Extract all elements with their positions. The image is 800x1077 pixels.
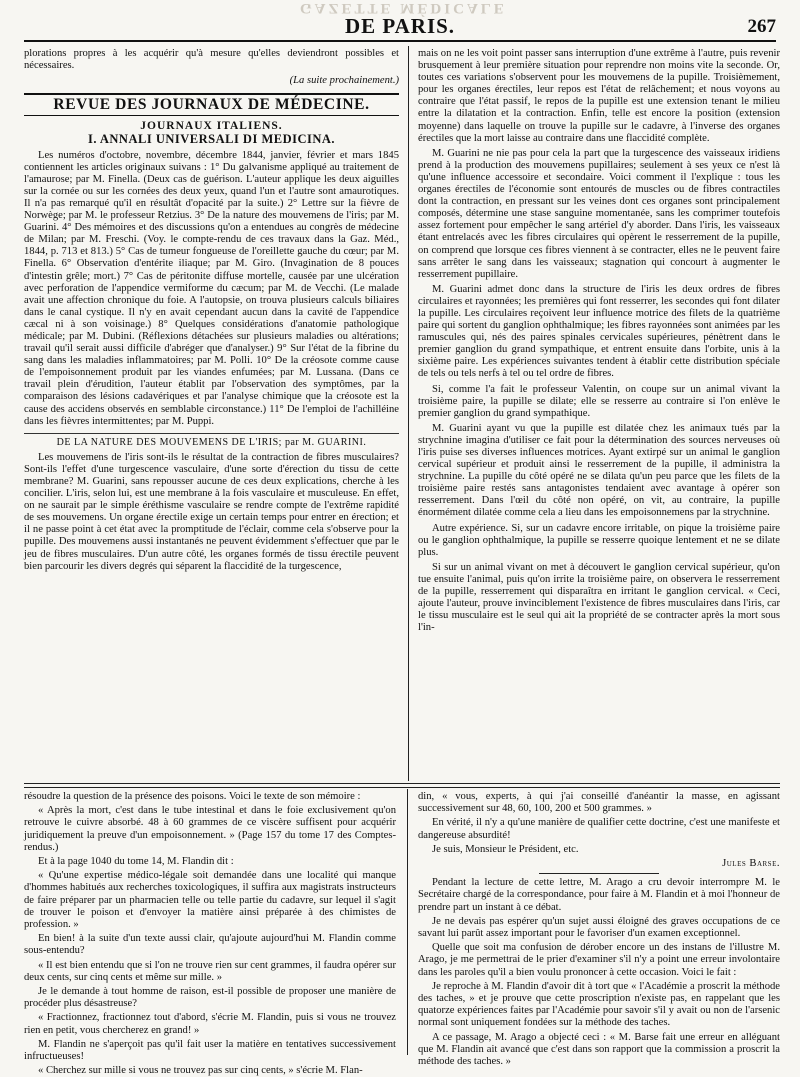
article-list-paragraph: Les numéros d'octobre, novembre, décembre 1844, janvier, février et mars 1845 contiennent les articles originaux suivans : 1° Du galvanisme appliqué au traitement de l'amaurose; par M. Finella. (Deux cas de guérison. L'auteur applique les deux aiguilles sur la cornée ou sur les cornées des deux yeux, quand l'un et l'autre sont amaurotiques. Il n'a pas remarqué qu'il en résultât d'opacité par la suite.) 2° Lettre sur la fièvre de Norwège; par M. le professeur Retzius. 3° De la nature des mouvemens de l'iris; par M. Guarini. 4° Des mémoires et des discussions qu'on a entendues au congrès de médecine de Milan; par M. Freschi. (Voy. le compte-rendu de ces travaux dans la Gaz. Méd., 1844, p. 713 et 813.) 5° Cas de tumeur fongueuse de l'oreillette gauche du cœur; par M. Finella. 6° Observation d'entérite iliaque; par M. Giro. (Invagination de 8 pouces d'intestin grêle; mort.) 7° Cas de péritonite diffuse mortelle, causée par une ulcération avec perforation de l'appendice vermiforme du cæcum; par M. de Vecchi. (Le malade avait une affection chronique du foie. A l'autopsie, on trouva plusieurs calculs biliaires dans le canal cystique. Il n'y en avait cependant aucun dans la cavité de l'appendice cæcal ni à son voisinage.) 8° Quelques considérations d'anatomie pathologique médicale; par M. Dubini. (Réflexions détachées sur plusieurs maladies ou altérations; travail qu'il serait aussi difficile d'abréger que d'analyser.) 9° Sur l'état de la fibrine du sang dans les maladies inflammatoires; par M. Polli. 10° De la créosote comme cause de l'empoisonnement produit par les viandes enfumées; par M. Lussana. (Dans ce travail plein d'érudition, l'auteur établit par l'observation des symptômes, par la comparaison des lésions cadavériques et par l'analyse chimique que la créosote est la cause des accidens observés en semblable circonstance.) 11° De l'emploi de l'achilléine dans les fièvres intermittentes; par M. Puppi. [24, 149, 399, 427]
journal-heading: I. ANNALI UNIVERSALI DI MEDICINA. [87, 132, 336, 147]
bottom-right-column [418, 791, 780, 1068]
continued-paragraph: plorations propres à les acquérir qu'à mesure qu'elles deviendront possibles et nécessaires. [24, 48, 399, 72]
iris-paragraph-5: Si, comme l'a fait le professeur Valentin, on coupe sur un animal vivant la troisième paire, la pupille se dilate; elle se resserre au contraire si l'on enlève le premier ganglion du grand sympathique. [418, 383, 780, 419]
bottom-paragraph: En vérité, il n'y a qu'une manière de qualifier cette doctrine, c'est une manifeste et dangereuse absurdité! [418, 817, 780, 841]
column-divider [408, 46, 409, 781]
bottom-paragraph: A ce passage, M. Arago a objecté ceci : « M. Barse fait une erreur en alléguant que M. Flandin ait avancé que c'est dans son rapport que la commission a proscrit la méthode des taches. » [418, 1031, 780, 1068]
signature: Jules Barse. [722, 858, 780, 870]
bottom-paragraph: Quelle que soit ma confusion de dérober encore un des instans de l'illustre M. Arago, je me permettrai de le prier d'examiner s'il n'y a point une erreur involontaire dans les paroles qu'il a bien voulu prononcer à cette occasion. Voici le fait : [418, 942, 780, 978]
signature-rule [539, 873, 659, 874]
right-column [418, 48, 780, 780]
left-column [24, 48, 399, 780]
iris-paragraph-1: Les mouvemens de l'iris sont-ils le résultat de la contraction de fibres musculaires? Sont-ils l'effet d'une turgescence vasculaire, d'une sorte d'érection du tissu de cette membrane? M. Guarini, sans repousser aucune de ces deux explications, cherche à les concilier. L'iris, selon lui, est une membrane à la fois vasculaire et musculeuse. En effet, on ne saurait par le simple éréthisme vasculaire se rendre compte de l'extrême rapidité de ses mouvemens. Un organe érectile exige un certain temps pour entrer en érection; et il ne passe point à cet état avec la promptitude de l'éclair, comme cela s'observe pour la pupille. Des mouvemens aussi instantanés ne peuvent évidemment s'effectuer que par le jeu de fibres musculaires. D'un autre côté, les organes formés de tissu érectile peuvent bien parcourir les divers degrés qui séparent la flaccidité de la turgescence, [24, 451, 399, 572]
bottom-paragraph: résoudre la question de la présence des poisons. Voici le texte de son mémoire : [24, 791, 361, 802]
bottom-paragraph: Pendant la lecture de cette lettre, M. Arago a cru devoir interrompre M. le Secrétaire chargé de la correspondance, pour faire à M. Flandin et à moi l'honneur de prendre part un instant à ce débat. [418, 877, 780, 913]
bottom-paragraph: Et à la page 1040 du tome 14, M. Flandin dit : [38, 856, 234, 868]
show-through-text: GAZETTE MÉDICALE [300, 0, 507, 16]
bottom-quote: « Il est bien entendu que si l'on ne trouve rien sur cent grammes, il faudra opérer sur deux cents, sur cinq cents et même sur mille. » [24, 959, 396, 983]
bottom-quote: « Fractionnez, fractionnez tout d'abord, s'écrie M. Flandin, puis si vous ne trouvez rien en petit, vous chercherez en grand! » [24, 1012, 396, 1036]
iris-paragraph-8: Si sur un animal vivant on met à découvert le ganglion cervical supérieur, qu'on tue ensuite l'animal, puis qu'on irrite la troisième paire, on observera le resserrement de la pupille, resserrement qui disparaîtra en irritant le ganglion cervical. « Ceci, ajoute l'auteur, prouve invinciblement l'existence de fibres musculaires dans l'iris, car le tissu musculaire est le seul qui ait la propriété de se contracter après la mort sous l'in- [418, 561, 780, 634]
bottom-paragraph: Je le demande à tout homme de raison, est-il possible de proposer une manière de procéder plus désastreuse? [24, 986, 396, 1010]
page-number: 267 [747, 16, 776, 37]
feuilleton-divider [24, 783, 780, 788]
article-heading: DE LA NATURE DES MOUVEMENS DE L'IRIS; par M. GUARINI. [24, 433, 399, 449]
bottom-paragraph: M. Flandin ne s'aperçoit pas qu'il fait user la matière en tentatives successivement infructueuses! [24, 1038, 396, 1063]
bottom-quote: « Cherchez sur mille si vous ne trouvez pas sur cinq cents, » s'écrie M. Flan- [38, 1065, 363, 1077]
bottom-paragraph: En bien! à la suite d'un texte aussi clair, qu'ajoute aujourd'hui M. Flandin comme sous-entendu? [24, 933, 396, 957]
bottom-paragraph: Je reproche à M. Flandin d'avoir dit à tort que « l'Académie a proscrit la méthode des taches, » et je prouve que cette proscription n'existe pas, en rappelant que les quatorze expériences faites par l'Académie pour savoir s'il y avait ou non de l'arsenic normal sont uniquement fondées sur la méthode des taches. [418, 980, 780, 1029]
iris-paragraph-3: M. Guarini ne nie pas pour cela la part que la turgescence des vaisseaux iridiens prend à la production des mouvemens pupillaires; seulement à ses yeux ce n'est là qu'une influence accessoire et secondaire. Voici comment il l'explique : tous les organes érectiles de l'économie sont entourés de muscles ou de fibres contractiles dont la contraction, en pressant sur les veines dont ces organes sont principalement composés, détermine une stase sanguine momentanée, sans les comprimer toutefois assez fortement pour empêcher le sang artériel d'y aborder. Dans l'iris, les vaisseaux étant entrelacés avec les fibres circulaires qui opèrent le resserrement de la pupille, on comprend que lorsque ces fibres viennent à se contracter, elles ne le peuvent faire sans arrêter le sang dans les vaisseaux; stagnation qui concourt à augmenter le resserrement pupillaire. [418, 147, 780, 280]
subsection-heading: JOURNAUX ITALIENS. [140, 120, 283, 133]
bottom-paragraph: din, « vous, experts, à qui j'ai conseillé d'anéantir la masse, en agissant successivement sur 48, 60, 100, 200 et 500 grammes. » [418, 791, 780, 815]
bottom-paragraph: Je ne devais pas espérer qu'un sujet aussi éloigné des graves occupations de ce savant lui parût assez important pour le favoriser d'un examen exceptionnel. [418, 915, 780, 940]
bottom-quote: « Après la mort, c'est dans le tube intestinal et dans le foie exclusivement qu'on retrouve le cuivre absorbé. 48 à 60 grammes de ce viscère suffisent pour acquérir juridiquement la preuve d'un empoisonnement. » (Page 157 du tome 17 des Comptes-rendus.) [24, 805, 396, 853]
iris-paragraph-4: M. Guarini admet donc dans la structure de l'iris les deux ordres de fibres circulaires et rayonnées; les premières qui font resserrer, les secondes qui font dilater la pupille. Les circulaires reçoivent leur influence motrice des filets de la quatrième paire qui sortent du ganglion ophthalmique; les fibres rayonnées sont animées par les ramuscules qui, nés des paires spinales cervicales supérieures, pénètrent dans le premier ganglion du grand sympathique, et entrent ensuite dans l'orbite, unis à la sixième paire. Les expériences suivantes tendent à établir cette distribution spéciale de tels ou tels nerfs à tel ou tel ordre de fibres. [418, 283, 780, 380]
iris-paragraph-6: M. Guarini ayant vu que la pupille est dilatée chez les animaux tués par la strychnine imagina d'utiliser ce fait pour la détermination des sources nerveuses où l'iris puise ses diverses influences motrices. Ayant extirpé sur un animal le ganglion cervical supérieur et produit ainsi le resserrement de la pupille, il administra la strychnine. La pupille du côté opéré ne se dilata qu'un peu parce que les filets de la troisième paire restés sans antagonistes tendaient avec avantage à opérer son resserrement. Dans l'œil du côté non opéré, on vit, au contraire, la pupille énormément dilatée comme cela a lieu dans les empoisonnemens par la strychnine. [418, 422, 780, 519]
to-be-continued-note: (La suite prochainement.) [289, 75, 399, 87]
iris-paragraph-7: Autre expérience. Si, sur un cadavre encore irritable, on pique la troisième paire ou le ganglion ophthalmique, la pupille se resserre quoique lentement et ne se dilate plus. [418, 522, 780, 558]
section-title: REVUE DES JOURNAUX DE MÉDECINE. [24, 93, 399, 116]
bottom-quote: « Qu'une expertise médico-légale soit demandée dans une localité qui manque d'hommes habitués aux recherches toxicologiques, il suffira aux magistrats instructeurs de faire préparer par un pharmacien telle ou telle partie du cadavre, sur lequel il s'agit de trouver le poison et d'envoyer la matière ainsi préparée à des chimistes de profession. » [24, 870, 396, 931]
page-title: DE PARIS. [344, 14, 456, 38]
running-header [24, 14, 776, 42]
bottom-paragraph: Je suis, Monsieur le Président, etc. [432, 843, 579, 855]
bottom-column-divider [407, 789, 408, 1055]
bottom-left-column [24, 791, 396, 1077]
iris-paragraph-2: mais on ne les voit point passer sans interruption d'une extrême à l'autre, puis revenir brusquement à leur première situation pour reprendre non moins vite la seconde. Or, toutes ces variations s'observent pour les mouvemens de la pupille. Troisièmement, pour les organes érectiles, leur repos est l'état de relâchement; et nous voyons au contraire que l'état passif, le repos de la pupille est une extension tenant le milieu entre la dilatation et la contraction. Enfin, telle est encore la position (extension moyenne) dans laquelle on trouve la pupille sur le cadavre, à l'inverse des organes érectiles que la mort laisse au contraire dans une flaccidité complète. [418, 48, 780, 144]
